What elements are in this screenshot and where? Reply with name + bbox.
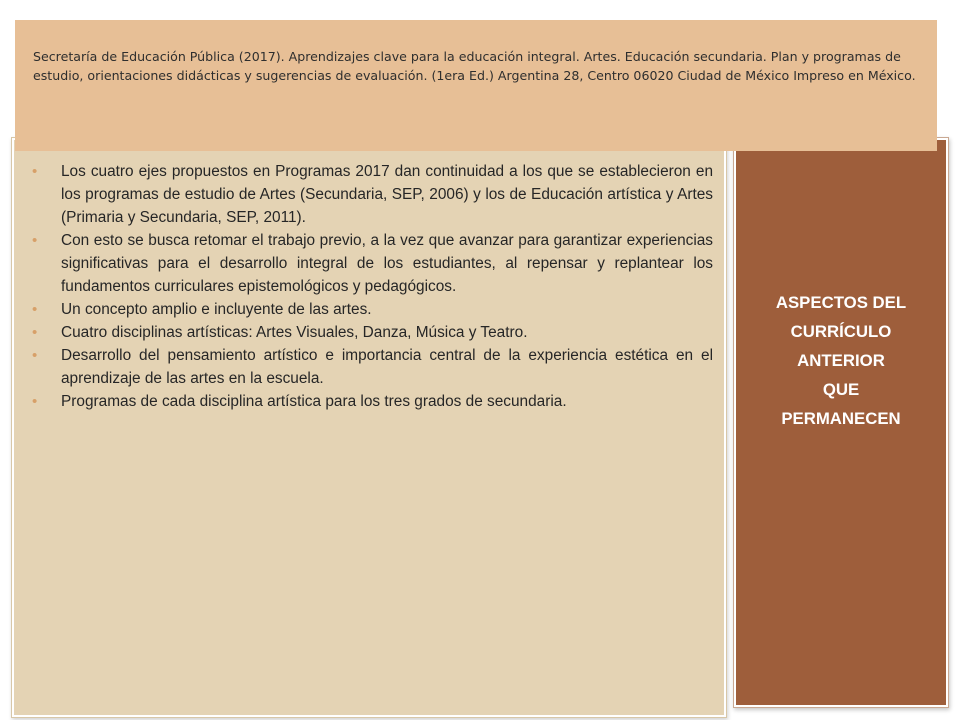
bullet-text: Desarrollo del pensamiento artístico e importancia central de la experiencia estética en el aprendizaje de las artes en la escuela. [61, 347, 713, 387]
list-item [32, 344, 713, 390]
list-item [32, 390, 713, 413]
bullet-list [32, 160, 713, 413]
side-title-line: CURRÍCULO [790, 322, 892, 341]
list-item [32, 229, 713, 298]
bullet-icon: • [32, 301, 38, 318]
bullet-icon: • [32, 163, 38, 180]
bullet-text: Los cuatro ejes propuestos en Programas 2017 dan continuidad a los que se establecieron en los programas de estudio de Artes (Secundaria, SEP, 2006) y los de Educación artística y Artes (Primaria y Secundaria, SEP, 2011). [61, 163, 713, 226]
bullet-text: Programas de cada disciplina artística para los tres grados de secundaria. [61, 393, 567, 410]
bullet-text: Cuatro disciplinas artísticas: Artes Visuales, Danza, Música y Teatro. [61, 324, 528, 341]
list-item [32, 298, 713, 321]
side-title-line: QUE [822, 380, 860, 399]
bullet-text: Un concepto amplio e incluyente de las artes. [61, 301, 372, 318]
side-title [736, 288, 946, 433]
list-item [32, 160, 713, 229]
bullet-icon: • [32, 393, 38, 410]
bullet-icon: • [32, 324, 38, 341]
list-item [32, 321, 713, 344]
side-title-line: ASPECTOS DEL [775, 293, 907, 312]
side-title-line: ANTERIOR [797, 351, 885, 370]
bullet-icon: • [32, 232, 38, 249]
reference-text: Secretaría de Educación Pública (2017). Aprendizajes clave para la educación integral. Artes. Educación secundaria. Plan y programas de estudio, orientaciones didácticas y sugerencias de evaluación. (1era Ed.) Argentina 28, Centro 06020 Ciudad de México Impreso en México. [33, 49, 916, 83]
reference-header [15, 20, 937, 151]
side-title-line: PERMANECEN [781, 409, 901, 428]
bullet-icon: • [32, 347, 38, 364]
bullet-text: Con esto se busca retomar el trabajo previo, a la vez que avanzar para garantizar experiencias significativas para el desarrollo integral de los estudiantes, al repensar y replantear los fundamentos curriculares epistemológicos y pedagógicos. [61, 232, 713, 295]
